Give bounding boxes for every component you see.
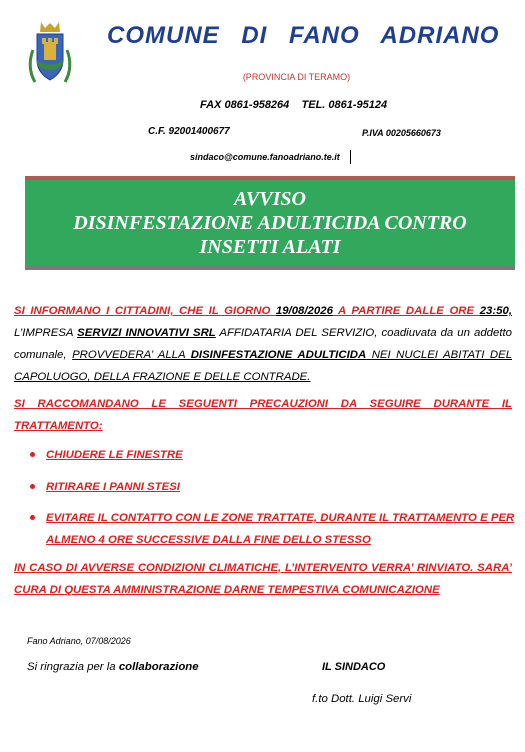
page-title: COMUNE DI FANO ADRIANO	[107, 22, 500, 49]
fiscal-code: C.F. 92001400677	[148, 126, 230, 137]
bullet-icon	[30, 515, 35, 520]
list-item	[30, 507, 515, 551]
p1-contract: AFFIDATARIA DEL SERVIZIO, coadiuvata da un addetto comunale,	[14, 327, 512, 361]
p1-time: 23:50,	[479, 305, 512, 317]
p1-from: A PARTIRE DALLE ORE	[332, 305, 480, 317]
fax-tel-line: FAX 0861-958264 TEL. 0861-95124	[200, 99, 388, 111]
vat-number: P.IVA 00205660673	[362, 128, 441, 138]
province-label: (PROVINCIA DI TERAMO)	[242, 72, 351, 82]
thanks-line	[27, 661, 199, 673]
weather-notice: IN CASO DI AVVERSE CONDIZIONI CLIMATICHE, L’INTERVENTO VERRA’ RINVIATO. SARA’ CURA DI QUESTA AMMINISTRAZIONE DARNE TEMPESTIVA COMUNICAZIONE	[14, 562, 512, 596]
thanks-bold: collaborazione	[118, 661, 199, 673]
banner-line-avviso: AVVISO	[234, 188, 306, 210]
mayor-title: IL SINDACO	[322, 661, 386, 673]
precaution-text: EVITARE IL CONTATTO CON LE ZONE TRATTATE, DURANTE IL TRATTAMENTO E PER ALMENO 4 ORE SUCCESSIVE DALLA FINE DELLO STESSO	[46, 512, 515, 546]
bullet-icon	[30, 452, 35, 457]
email-address: sindaco@comune.fanoadriano.te.it	[190, 152, 340, 162]
list-item	[30, 444, 515, 466]
p1-areas: NEI NUCLEI ABITATI DEL CAPOLUOGO, DELLA FRAZIONE E DELLE CONTRADE.	[14, 349, 513, 383]
text-cursor	[350, 150, 351, 164]
precautions-heading: SI RACCOMANDANO LE SEGUENTI PRECAUZIONI DA SEGUIRE DURANTE IL TRATTAMENTO:	[14, 398, 512, 432]
p1-intro: SI INFORMANO I CITTADINI, CHE IL GIORNO	[14, 305, 276, 317]
p1-company: SERVIZI INNOVATIVI SRL	[77, 327, 216, 339]
bullet-icon	[30, 484, 35, 489]
notice-banner	[25, 176, 515, 270]
p1-date: 19/08/2026	[275, 305, 333, 317]
signature-line: f.to Dott. Luigi Servi	[312, 693, 412, 705]
banner-line-subject-2: INSETTI ALATI	[199, 236, 341, 258]
precaution-text: RITIRARE I PANNI STESI	[46, 481, 180, 493]
thanks-text: Si ringrazia per la	[27, 661, 119, 673]
precaution-text: CHIUDERE LE FINESTRE	[46, 449, 183, 461]
p1-company-intro: L’IMPRESA	[14, 327, 78, 339]
place-date: Fano Adriano, 07/08/2026	[27, 636, 131, 646]
p1-provvedera: PROVVEDERA’ ALLA	[72, 349, 191, 361]
announcement-paragraph	[14, 300, 512, 388]
banner-line-subject: DISINFESTAZIONE ADULTICIDA CONTRO	[73, 212, 467, 234]
list-item	[30, 476, 515, 498]
p1-disinfestation: DISINFESTAZIONE ADULTICIDA	[190, 349, 367, 361]
